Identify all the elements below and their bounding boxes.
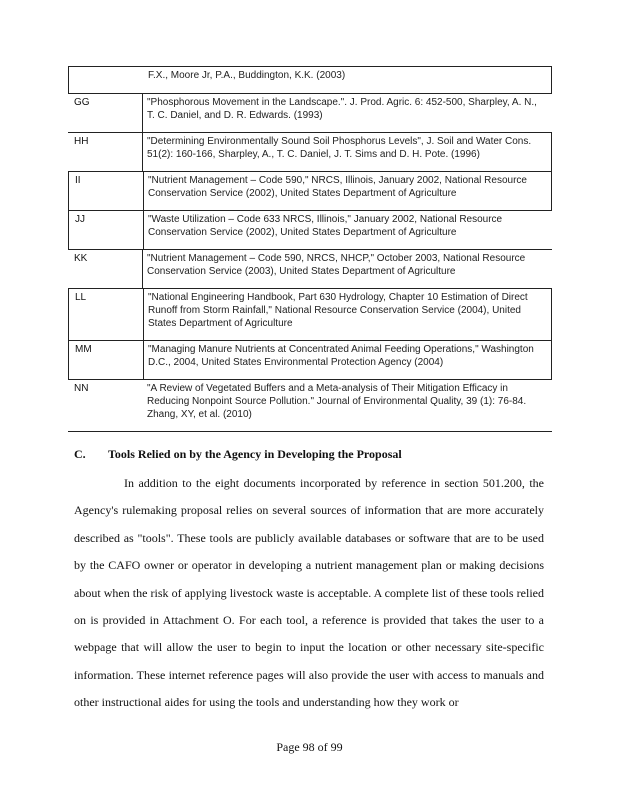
reference-id: JJ xyxy=(75,214,85,225)
reference-id: NN xyxy=(74,383,89,394)
reference-id: HH xyxy=(74,136,89,147)
table-row xyxy=(68,288,552,340)
table-row xyxy=(68,171,552,210)
reference-text: "Determining Environmentally Sound Soil Phosphorus Levels", J. Soil and Water Cons. 51(2): 160-166, Sharpley, A., T. C. Daniel, J. T. Sims and D. H. Pote. (1996) xyxy=(142,133,551,171)
reference-id: MM xyxy=(75,344,92,355)
table-row xyxy=(68,132,552,171)
section-number: C. xyxy=(74,447,86,461)
table-row xyxy=(68,210,552,249)
references-table xyxy=(68,66,552,432)
page-number: Page 98 of 99 xyxy=(276,740,343,754)
section-title: Tools Relied on by the Agency in Developing the Proposal xyxy=(108,447,402,461)
reference-id: II xyxy=(75,175,81,186)
reference-id: KK xyxy=(74,253,88,264)
reference-text: "Waste Utilization – Code 633 NRCS, Illinois," January 2002, National Resource Conservation Service (2002), United States Department of Agriculture xyxy=(143,211,552,249)
body-text xyxy=(74,470,544,717)
reference-text: "A Review of Vegetated Buffers and a Meta-analysis of Their Mitigation Efficacy in Reducing Nonpoint Source Pollution." Journal of Environmental Quality, 39 (1): 76-84. Zhang, XY, et al. (2010) xyxy=(147,383,527,420)
table-row xyxy=(68,66,552,93)
table-row xyxy=(68,249,552,288)
table-row xyxy=(68,379,552,432)
reference-text: "National Engineering Handbook, Part 630 Hydrology, Chapter 10 Estimation of Direct Runoff from Storm Rainfall," National Resource Conservation Service (2004), United States Department of Agriculture xyxy=(143,289,551,340)
table-row xyxy=(68,93,552,132)
reference-text: "Managing Manure Nutrients at Concentrated Animal Feeding Operations," Washington D.C., 2004, United States Environmental Protection Agency (2004) xyxy=(143,341,551,379)
table-row xyxy=(68,340,552,379)
body-paragraph: In addition to the eight documents incorporated by reference in section 501.200, the Agency's rulemaking proposal relies on several sources of information that are more accurately described as "tools". These tools are publicly available databases or software that are to be used by the CAFO owner or operator in developing a nutrient management plan or making decisions about when the risk of applying livestock waste is acceptable. A complete list of these tools relied on is provided in Attachment O. For each tool, a reference is provided that takes the user to a webpage that will allow the user to begin to input the location or other necessary site-specific information. These internet reference pages will also provide the user with access to manuals and other instructional aides for using the tools and understanding how they work or xyxy=(74,476,544,710)
reference-id: GG xyxy=(74,97,90,108)
reference-text: "Phosphorous Movement in the Landscape.". J. Prod. Agric. 6: 452-500, Sharpley, A. N., T. C. Daniel, and D. R. Edwards. (1993) xyxy=(142,94,552,132)
section-heading xyxy=(74,447,402,462)
reference-text: "Nutrient Management – Code 590, NRCS, NHCP," October 2003, National Resource Conservation Service (2003), United States Department of Agriculture xyxy=(142,250,552,288)
reference-text: "Nutrient Management – Code 590," NRCS, Illinois, January 2002, National Resource Conservation Service (2002), United States Department of Agriculture xyxy=(143,172,551,210)
reference-text: F.X., Moore Jr, P.A., Buddington, K.K. (2003) xyxy=(148,70,346,81)
reference-id: LL xyxy=(75,292,87,303)
